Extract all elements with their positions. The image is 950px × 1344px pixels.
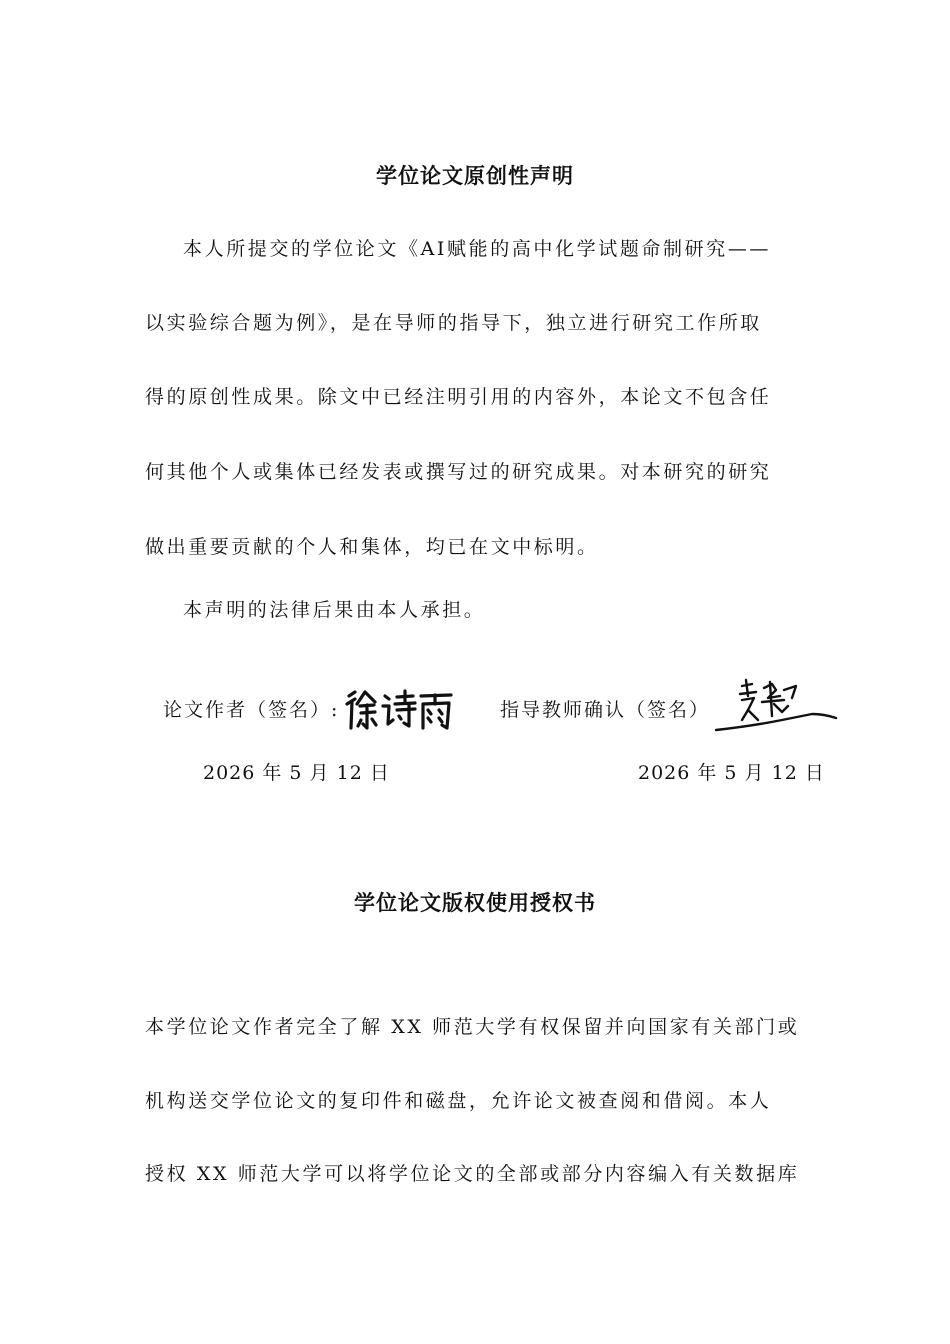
declaration-line-1: 本人所提交的学位论文《AI赋能的高中化学试题命制研究—— (183, 238, 772, 260)
advisor-signature (712, 676, 840, 736)
liability-statement: 本声明的法律后果由本人承担。 (183, 599, 486, 621)
advisor-signature-label: 指导教师确认（签名） (500, 699, 711, 721)
author-date: 2026 年 5 月 12 日 (203, 762, 390, 784)
authorization-line-1: 本学位论文作者完全了解 XX 师范大学有权保留并向国家有关部门或 (145, 1016, 800, 1038)
declaration-line-3: 得的原创性成果。除文中已经注明引用的内容外，本论文不包含任 (145, 386, 772, 408)
declaration-line-2: 以实验综合题为例》，是在导师的指导下，独立进行研究工作所取 (145, 312, 762, 334)
declaration-title: 学位论文原创性声明 (376, 164, 574, 188)
declaration-line-4: 何其他个人或集体已经发表或撰写过的研究成果。对本研究的研究 (145, 461, 772, 483)
authorization-line-2: 机构送交学位论文的复印件和磁盘，允许论文被查阅和借阅。本人 (145, 1090, 772, 1112)
author-signature (343, 688, 458, 734)
authorization-line-3: 授权 XX 师范大学可以将学位论文的全部或部分内容编入有关数据库 (145, 1163, 800, 1185)
declaration-line-5: 做出重要贡献的个人和集体，均已在文中标明。 (145, 536, 599, 558)
advisor-date: 2026 年 5 月 12 日 (638, 762, 825, 784)
author-signature-label: 论文作者（签名）: (163, 699, 340, 721)
authorization-title: 学位论文版权使用授权书 (354, 891, 596, 915)
